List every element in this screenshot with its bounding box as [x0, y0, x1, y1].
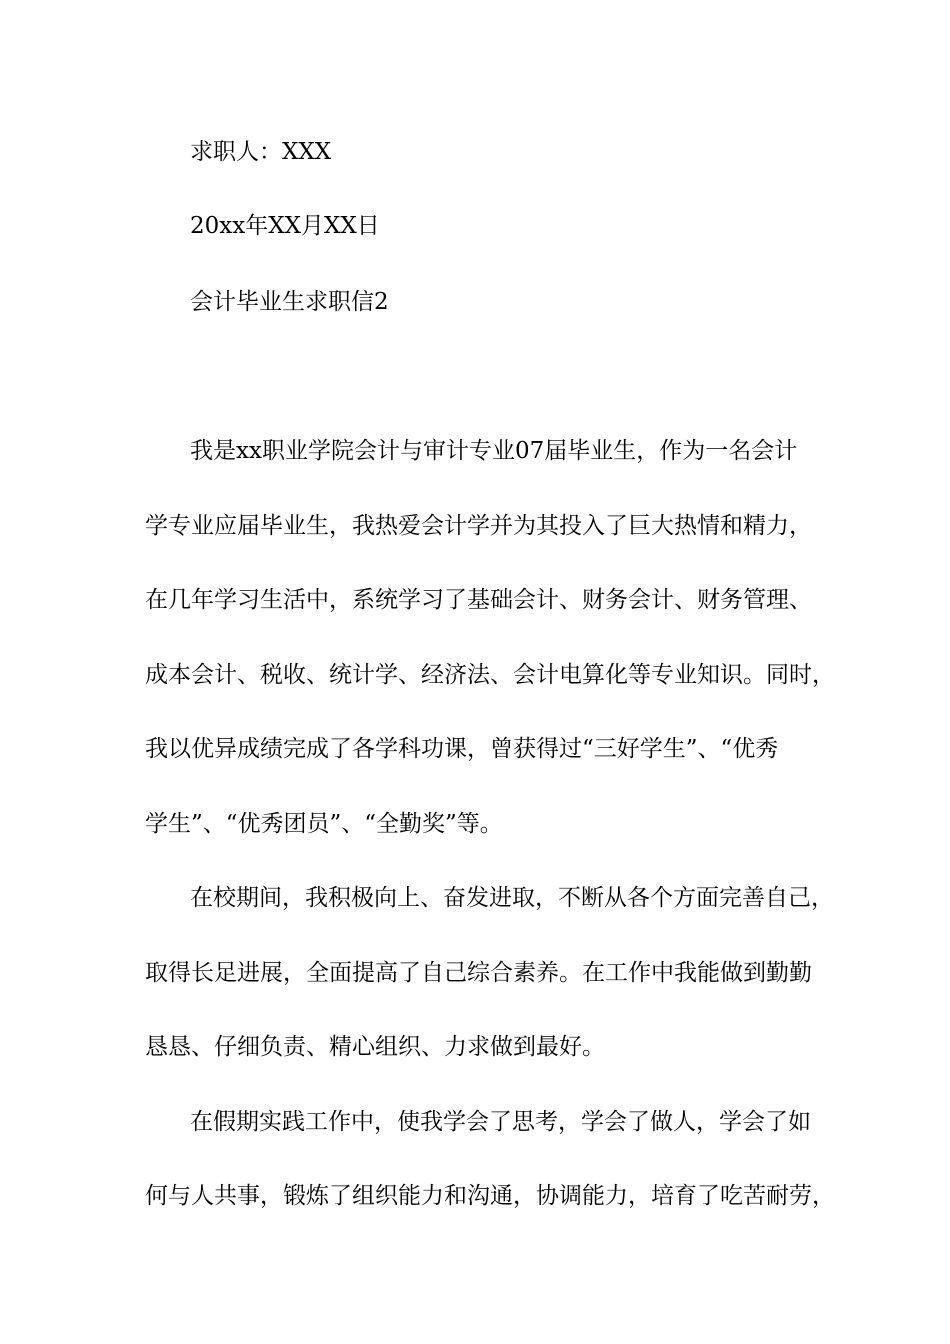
paragraph-line: 在假期实践工作中，使我学会了思考，学会了做人，学会了如	[190, 1109, 811, 1135]
paragraph-line: 在几年学习生活中，系统学习了基础会计、财务会计、财务管理、	[145, 587, 812, 613]
letter-title: 会计毕业生求职信2	[190, 289, 389, 315]
paragraph-line: 我以优异成绩完成了各学科功课，曾获得过“三好学生”、“优秀	[145, 736, 779, 762]
paragraph-line: 恳恳、仔细负责、精心组织、力求做到最好。	[145, 1034, 605, 1060]
paragraph-line: 取得长足进展，全面提高了自己综合素养。在工作中我能做到勤勤	[145, 960, 812, 986]
paragraph-line: 成本会计、税收、统计学、经济法、会计电算化等专业知识。同时，	[145, 662, 835, 688]
paragraph-line: 学专业应届毕业生，我热爱会计学并为其投入了巨大热情和精力，	[145, 513, 812, 539]
applicant-line: 求职人：XXX	[190, 139, 332, 165]
paragraph-line: 何与人共事，锻炼了组织能力和沟通，协调能力，培育了吃苦耐劳，	[145, 1183, 835, 1209]
paragraph-line: 学生”、“优秀团员”、“全勤奖”等。	[145, 811, 503, 837]
paragraph-line: 我是xx职业学院会计与审计专业07届毕业生，作为一名会计	[190, 438, 798, 464]
paragraph-line: 在校期间，我积极向上、奋发进取，不断从各个方面完善自己，	[190, 885, 834, 911]
date-line: 20xx年XX月XX日	[190, 213, 380, 239]
